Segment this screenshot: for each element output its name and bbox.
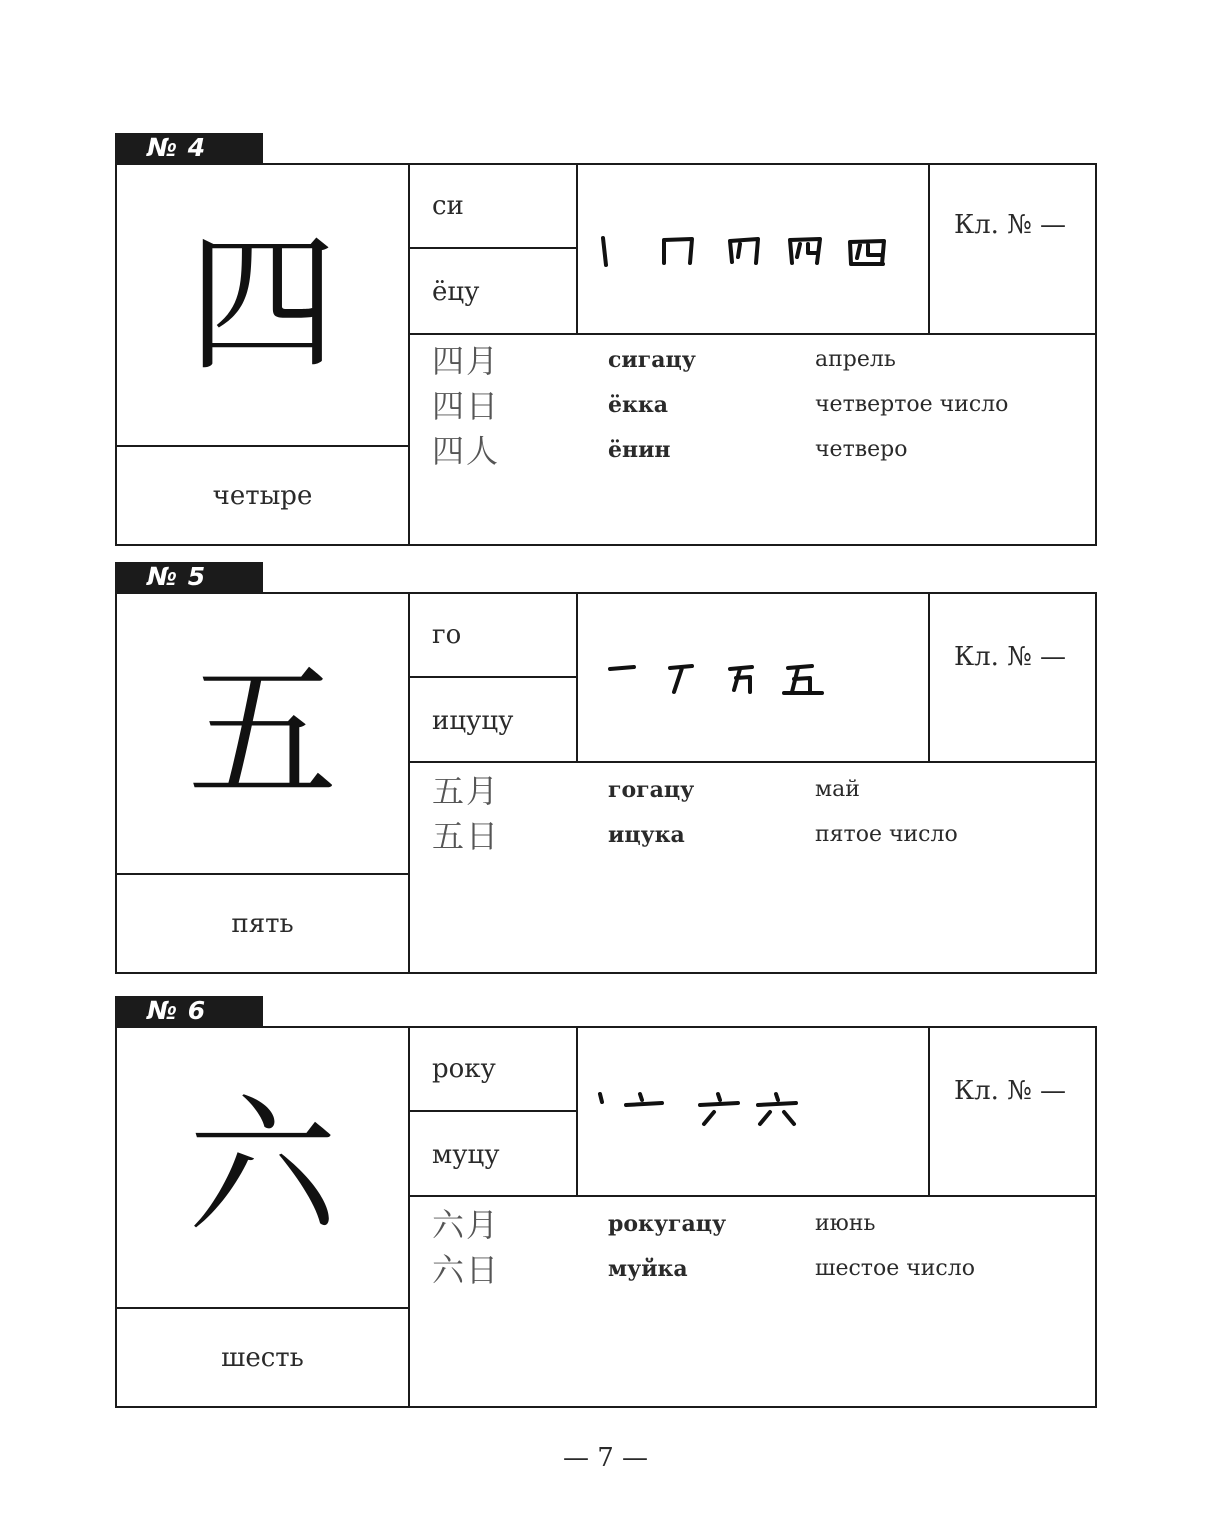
example-row <box>410 386 1095 431</box>
stroke-step-4 <box>784 666 822 693</box>
example-meaning: шестое число <box>815 1256 975 1281</box>
radical-label: Кл. № — <box>954 1076 1067 1106</box>
stroke-step-2 <box>670 666 692 692</box>
stroke-order-cell <box>578 594 930 763</box>
example-kanji: 五月 <box>432 772 501 810</box>
stroke-step-4 <box>790 239 820 263</box>
example-row <box>410 816 1095 861</box>
example-reading: ёнин <box>608 437 671 463</box>
on-reading-cell <box>410 165 578 249</box>
on-reading-cell <box>410 1028 578 1112</box>
example-kanji: 四人 <box>432 432 501 470</box>
stroke-step-3 <box>730 667 752 692</box>
example-row <box>410 771 1095 816</box>
example-kanji: 六日 <box>432 1251 501 1289</box>
kanji-meaning: четыре <box>212 480 313 511</box>
card-frame <box>115 163 1097 546</box>
kanji-meaning: пять <box>231 908 294 939</box>
card-number-tab: № 6 <box>115 996 263 1026</box>
stroke-order-drawing <box>578 594 928 761</box>
example-kanji: 四月 <box>432 342 501 380</box>
example-meaning: четвертое число <box>815 392 1009 417</box>
kanji-character: 六 <box>187 1080 338 1255</box>
example-kanji: 四日 <box>432 387 501 425</box>
stroke-step-5 <box>850 241 884 264</box>
on-reading: року <box>432 1054 496 1084</box>
kun-reading: ёцу <box>432 277 480 307</box>
kanji-character: 四 <box>187 218 338 392</box>
radical-label: Кл. № — <box>954 642 1067 672</box>
examples-section <box>410 1195 1095 1406</box>
card-number-tab: № 4 <box>115 133 263 163</box>
example-meaning: май <box>815 777 860 802</box>
example-kanji: 五日 <box>432 817 501 855</box>
kun-reading-cell <box>410 1112 578 1197</box>
radical-label: Кл. № — <box>954 210 1067 240</box>
example-meaning: апрель <box>815 347 896 372</box>
kanji-meaning: шесть <box>221 1342 304 1373</box>
stroke-order-drawing <box>578 1028 928 1195</box>
kanji-cell <box>117 165 410 445</box>
meaning-cell <box>117 1307 410 1406</box>
radical-cell <box>930 165 1095 335</box>
stroke-step-1 <box>603 238 606 265</box>
stroke-step-1 <box>610 667 634 669</box>
stroke-order-cell <box>578 165 930 335</box>
stroke-order-drawing <box>578 165 928 333</box>
on-reading: го <box>432 620 462 650</box>
example-reading: сигацу <box>608 347 696 373</box>
example-reading: гогацу <box>608 777 695 803</box>
example-reading: рокугацу <box>608 1211 727 1237</box>
on-reading: си <box>432 191 464 221</box>
example-row <box>410 431 1095 476</box>
kanji-character: 五 <box>187 646 338 821</box>
radical-cell <box>930 594 1095 763</box>
example-row <box>410 1250 1095 1295</box>
example-kanji: 六月 <box>432 1206 501 1244</box>
stroke-step-3 <box>730 239 758 263</box>
stroke-step-1 <box>600 1094 602 1102</box>
stroke-step-2 <box>664 239 692 263</box>
example-reading: ёкка <box>608 392 669 418</box>
meaning-cell <box>117 445 410 544</box>
stroke-step-3 <box>700 1094 738 1124</box>
example-row <box>410 341 1095 386</box>
kun-reading: ицуцу <box>432 705 514 736</box>
kun-reading: муцу <box>432 1139 500 1170</box>
radical-cell <box>930 1028 1095 1197</box>
card-number-tab: № 5 <box>115 562 263 592</box>
examples-section <box>410 761 1095 972</box>
card-frame <box>115 1026 1097 1408</box>
example-meaning: пятое число <box>815 822 958 847</box>
example-reading: ицука <box>608 822 685 848</box>
example-reading: муйка <box>608 1256 688 1282</box>
stroke-order-cell <box>578 1028 930 1197</box>
on-reading-cell <box>410 594 578 678</box>
example-meaning: июнь <box>815 1211 876 1236</box>
examples-section <box>410 333 1095 544</box>
card-frame <box>115 592 1097 974</box>
kanji-cell <box>117 594 410 873</box>
meaning-cell <box>117 873 410 972</box>
page-number: — 7 — <box>562 1443 649 1473</box>
example-meaning: четверо <box>815 437 908 462</box>
kun-reading-cell <box>410 249 578 335</box>
kun-reading-cell <box>410 678 578 763</box>
stroke-step-4 <box>758 1094 796 1124</box>
stroke-step-2 <box>626 1094 662 1105</box>
kanji-cell <box>117 1028 410 1307</box>
example-row <box>410 1205 1095 1250</box>
